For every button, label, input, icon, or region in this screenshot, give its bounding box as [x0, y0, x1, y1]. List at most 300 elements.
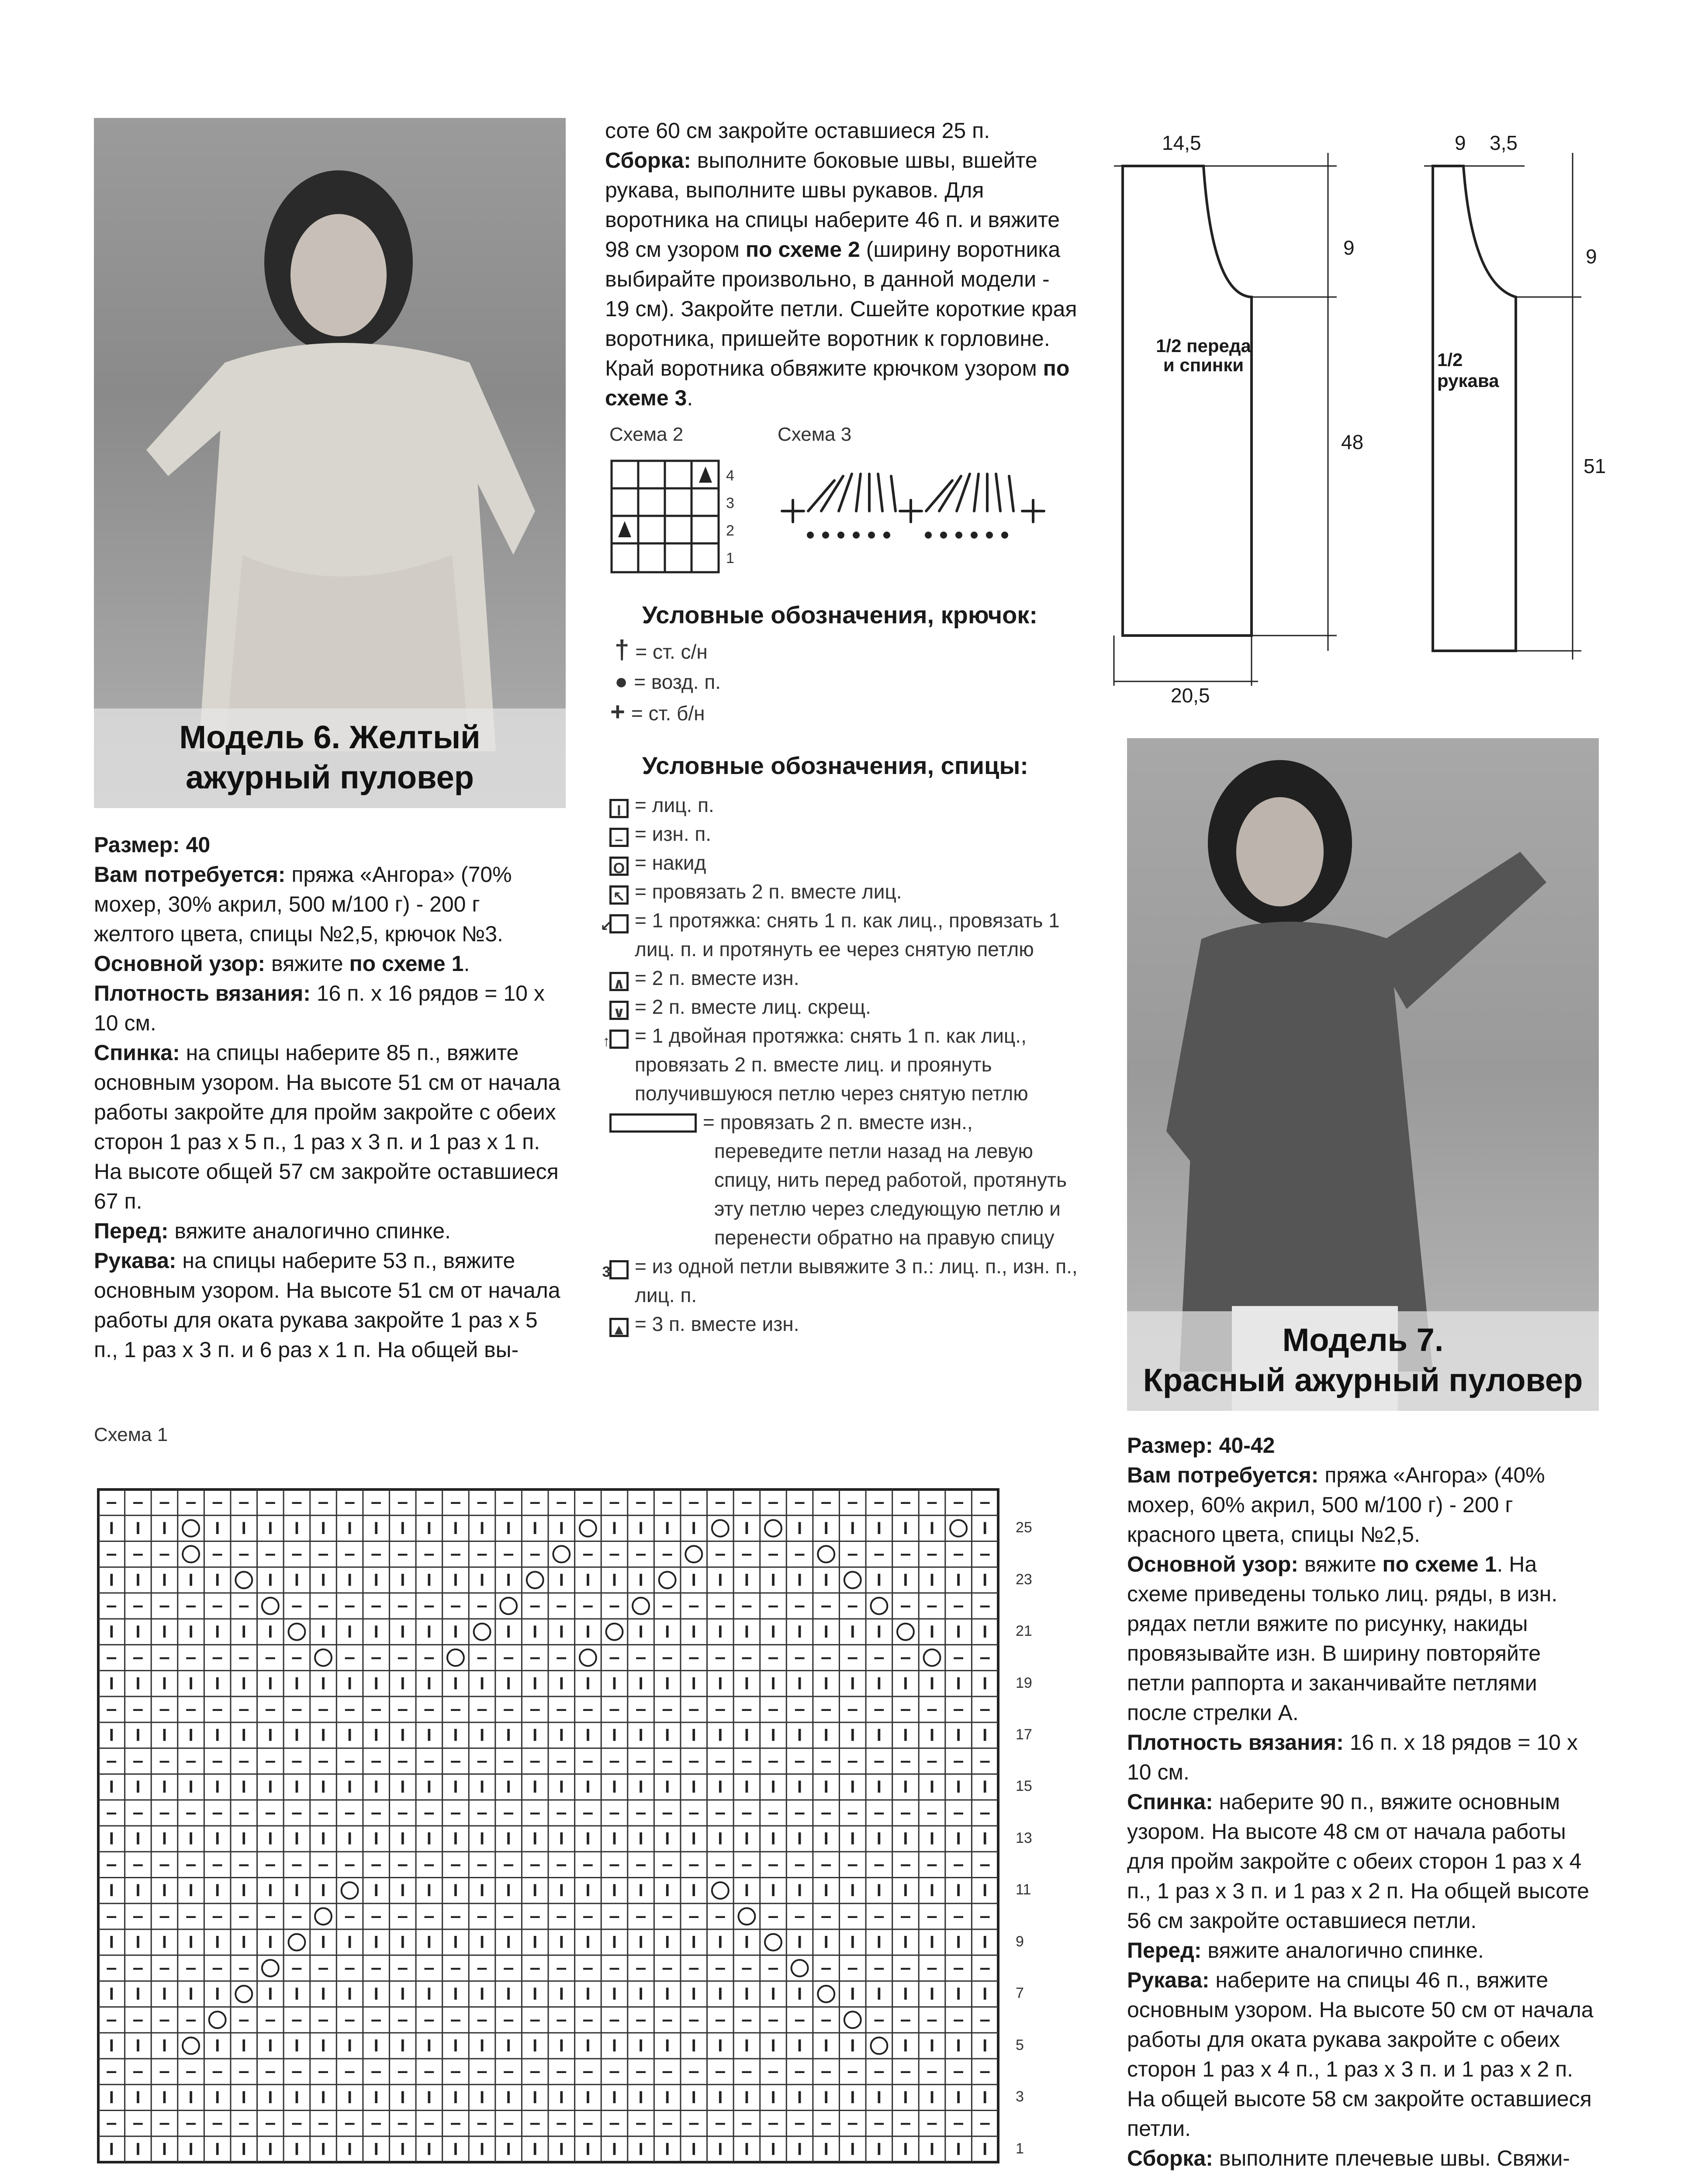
- scheme1-cell: –: [529, 2112, 540, 2134]
- scheme1-cell: –: [344, 1853, 355, 1875]
- scheme1-cell: –: [609, 1543, 620, 1565]
- scheme1-cell: –: [953, 2112, 964, 2134]
- scheme1-cell: –: [900, 1646, 911, 1668]
- scheme1-cell: I: [241, 1725, 246, 1745]
- scheme1-cell: –: [820, 2112, 832, 2134]
- scheme1-cell: –: [397, 1956, 408, 1978]
- scheme1-cell: I: [294, 1829, 299, 1849]
- scheme1-row-number: 13: [1016, 1829, 1032, 1846]
- legend-knit-item: – = изн. п.: [609, 819, 1081, 848]
- dim-sleeve-top1: 9: [1455, 131, 1466, 154]
- scheme1-cell: –: [159, 1594, 170, 1616]
- scheme1-cell: –: [768, 2008, 779, 2030]
- scheme1-cell: I: [744, 1829, 749, 1849]
- scheme1-yarn-over: [818, 1986, 834, 2002]
- scheme1-yarn-over: [950, 1520, 967, 1537]
- scheme1-yarn-over: [685, 1546, 702, 1562]
- scheme1-cell: –: [291, 2112, 302, 2134]
- model6-size: Размер: 40: [94, 833, 211, 857]
- scheme1-cell: I: [400, 1984, 405, 2004]
- scheme1-cell: –: [291, 1646, 302, 1668]
- scheme1-cell: I: [559, 1984, 564, 2004]
- scheme1-cell: –: [927, 2060, 937, 2082]
- scheme1-cell: I: [956, 1932, 961, 1952]
- scheme1-cell: –: [450, 1543, 461, 1565]
- scheme1-cell: –: [106, 1698, 117, 1720]
- scheme1-yarn-over: [553, 1546, 570, 1562]
- scheme1-cell: –: [212, 1956, 223, 1978]
- scheme1-cell: I: [241, 1674, 246, 1693]
- scheme1-cell: I: [612, 1725, 617, 1745]
- scheme1-cell: –: [768, 1491, 779, 1513]
- scheme1-cell: –: [847, 1905, 858, 1927]
- scheme1-cell: I: [638, 1829, 643, 1849]
- scheme1-cell: I: [400, 1674, 405, 1693]
- scheme1-cell: –: [768, 1801, 779, 1823]
- scheme1-cell: I: [188, 1829, 194, 1849]
- scheme1-cell: –: [503, 1543, 514, 1565]
- scheme1-cell: –: [106, 1491, 117, 1513]
- scheme1-cell: –: [556, 1905, 567, 1927]
- scheme1-cell: I: [559, 1829, 564, 1849]
- scheme1-cell: I: [135, 1932, 141, 1952]
- scheme1-cell: –: [794, 1594, 805, 1616]
- scheme1-cell: –: [529, 2008, 540, 2030]
- scheme1-cell: I: [268, 1518, 273, 1538]
- scheme1-cell: I: [294, 1518, 299, 1538]
- scheme1-cell: I: [850, 1674, 855, 1693]
- scheme1-row-number: 5: [1016, 2036, 1024, 2053]
- scheme1-yarn-over: [580, 1520, 596, 1537]
- scheme1-cell: –: [794, 1698, 805, 1720]
- scheme1-cell: –: [450, 2112, 461, 2134]
- scheme1-cell: –: [318, 1853, 329, 1875]
- scheme1-cell: I: [426, 2087, 432, 2107]
- scheme1-cell: –: [662, 1491, 673, 1513]
- scheme1-cell: I: [347, 1725, 353, 1745]
- scheme1-cell: –: [847, 1749, 858, 1771]
- scheme1-cell: I: [506, 1622, 511, 1641]
- scheme1-cell: –: [953, 1543, 964, 1565]
- scheme1-cell: –: [424, 2112, 435, 2134]
- scheme1-cell: –: [397, 2112, 408, 2134]
- scheme1-cell: –: [874, 1801, 885, 1823]
- scheme1-cell: I: [479, 1518, 485, 1538]
- scheme1-cell: –: [662, 1543, 673, 1565]
- scheme1-yarn-over: [659, 1572, 676, 1588]
- scheme1-cell: –: [979, 1543, 990, 1565]
- scheme1-cell: –: [900, 1956, 911, 1978]
- scheme1-cell: I: [771, 1881, 776, 1901]
- scheme1-cell: –: [450, 1801, 461, 1823]
- scheme1-yarn-over: [183, 1520, 199, 1537]
- scheme1-cell: I: [929, 1777, 935, 1797]
- scheme1-cell: I: [956, 1881, 961, 1901]
- scheme1-cell: I: [241, 2036, 246, 2056]
- scheme1-cell: –: [106, 1905, 117, 1927]
- scheme1-cell: I: [162, 2036, 167, 2056]
- scheme1-cell: I: [585, 1777, 591, 1797]
- scheme1-cell: –: [397, 1543, 408, 1565]
- scheme1-cell: I: [426, 1725, 432, 1745]
- scheme1-cell: I: [823, 1725, 829, 1745]
- scheme1-cell: –: [874, 1646, 885, 1668]
- scheme1-cell: I: [718, 1622, 723, 1641]
- scheme1-cell: I: [559, 1725, 564, 1745]
- scheme1-cell: I: [321, 1777, 326, 1797]
- scheme1-cell: –: [238, 1956, 249, 1978]
- scheme1-cell: –: [609, 1801, 620, 1823]
- scheme1-cell: I: [453, 1622, 458, 1641]
- scheme1-cell: –: [874, 2008, 885, 2030]
- scheme1-cell: –: [847, 1801, 858, 1823]
- scheme1-cell: –: [635, 2112, 647, 2134]
- scheme1-cell: –: [238, 1543, 249, 1565]
- legend-knit-item: ↖ = провязать 2 п. вместе лиц.: [609, 877, 1081, 906]
- scheme1-cell: I: [665, 1777, 670, 1797]
- scheme1-cell: I: [771, 1829, 776, 1849]
- scheme1-cell: –: [344, 1646, 355, 1668]
- scheme1-cell: I: [373, 1518, 379, 1538]
- scheme1-cell: –: [556, 1853, 567, 1875]
- scheme1-cell: –: [424, 1801, 435, 1823]
- scheme1-cell: I: [241, 1932, 246, 1952]
- scheme1-cell: –: [450, 1594, 461, 1616]
- scheme1-cell: I: [188, 2087, 194, 2107]
- scheme1-cell: –: [291, 1801, 302, 1823]
- scheme1-cell: –: [185, 2112, 197, 2134]
- scheme1-cell: I: [744, 1881, 749, 1901]
- scheme1-cell: I: [744, 2087, 749, 2107]
- scheme1-cell: –: [688, 1905, 699, 1927]
- scheme1-cell: I: [876, 1570, 882, 1590]
- scheme1-cell: I: [453, 1674, 458, 1693]
- scheme1-cell: –: [291, 1905, 302, 1927]
- scheme1-cell: I: [347, 1829, 353, 1849]
- scheme1-cell: –: [715, 2060, 726, 2082]
- scheme1-cell: I: [533, 2139, 538, 2159]
- scheme1-cell: I: [426, 1829, 432, 1849]
- scheme1-cell: I: [956, 1725, 961, 1745]
- scheme1-cell: I: [823, 1881, 829, 1901]
- scheme1-cell: –: [609, 1905, 620, 1927]
- scheme1-cell: –: [397, 2008, 408, 2030]
- scheme1-cell: I: [506, 1829, 511, 1849]
- scheme1-cell: I: [135, 1518, 141, 1538]
- scheme1-cell: –: [424, 1543, 435, 1565]
- scheme1-yarn-over: [288, 1624, 305, 1640]
- scheme1-yarn-over: [818, 1546, 834, 1562]
- scheme1-cell: –: [794, 2112, 805, 2134]
- scheme1-cell: I: [109, 1881, 114, 1901]
- scheme1-cell: I: [373, 1622, 379, 1641]
- scheme1-cell: –: [927, 1594, 937, 1616]
- scheme1-cell: I: [400, 2139, 405, 2159]
- legend-crochet-title: Условные обозначения, крючок:: [642, 601, 1037, 629]
- scheme1-cell: I: [612, 1829, 617, 1849]
- scheme1-cell: –: [450, 1698, 461, 1720]
- scheme1-cell: –: [424, 1853, 435, 1875]
- scheme1-cell: –: [635, 1749, 647, 1771]
- scheme1-cell: –: [477, 2112, 488, 2134]
- legend-crochet-1: † = ст. с/н: [615, 635, 708, 664]
- scheme1-cell: –: [159, 1853, 170, 1875]
- scheme1-cell: –: [529, 1749, 540, 1771]
- scheme1-cell: I: [135, 1829, 141, 1849]
- scheme1-cell: I: [823, 1932, 829, 1952]
- scheme1-cell: I: [559, 2087, 564, 2107]
- scheme1-cell: –: [794, 2008, 805, 2030]
- scheme1-cell: –: [768, 1905, 779, 1927]
- scheme1-yarn-over: [235, 1572, 252, 1588]
- scheme1-cell: I: [188, 1984, 194, 2004]
- scheme1-cell: –: [238, 1749, 249, 1771]
- scheme1-cell: –: [503, 1698, 514, 1720]
- scheme1-cell: –: [318, 1594, 329, 1616]
- scheme1-cell: I: [109, 2139, 114, 2159]
- scheme1-cell: –: [768, 1646, 779, 1668]
- scheme1-cell: I: [453, 2036, 458, 2056]
- scheme1-cell: –: [715, 1646, 726, 1668]
- scheme1-cell: I: [162, 1984, 167, 2004]
- scheme1-cell: –: [635, 2060, 647, 2082]
- dim-sleeve-right-top: 9: [1586, 245, 1597, 268]
- scheme1-cell: –: [159, 1491, 170, 1513]
- scheme1-cell: –: [424, 1956, 435, 1978]
- scheme1-cell: –: [318, 1956, 329, 1978]
- scheme1-cell: –: [265, 2008, 276, 2030]
- scheme1-cell: I: [691, 1777, 696, 1797]
- scheme1-cell: I: [321, 1518, 326, 1538]
- scheme1-cell: –: [927, 1801, 937, 1823]
- scheme1-cell: –: [106, 1543, 117, 1565]
- scheme1-cell: I: [585, 1829, 591, 1849]
- scheme1-cell: I: [612, 2087, 617, 2107]
- scheme1-cell: –: [662, 1698, 673, 1720]
- scheme1-cell: I: [162, 1881, 167, 1901]
- scheme1-cell: –: [344, 1698, 355, 1720]
- model7-photo-art: [1127, 738, 1599, 1411]
- scheme1-cell: I: [135, 1622, 141, 1641]
- scheme1-cell: –: [185, 1749, 197, 1771]
- scheme1-cell: I: [479, 1829, 485, 1849]
- scheme1-cell: I: [850, 1725, 855, 1745]
- scheme1-cell: –: [874, 1749, 885, 1771]
- scheme1-cell: –: [820, 1491, 832, 1513]
- scheme1-cell: I: [215, 1674, 220, 1693]
- scheme1-row-number: 25: [1016, 1519, 1032, 1536]
- scheme1-cell: I: [665, 1984, 670, 2004]
- scheme1-cell: –: [344, 2112, 355, 2134]
- scheme1-cell: –: [635, 1905, 647, 1927]
- scheme1-cell: –: [847, 1543, 858, 1565]
- scheme1-cell: –: [874, 1853, 885, 1875]
- scheme1-cell: I: [956, 2087, 961, 2107]
- scheme1-cell: I: [665, 1829, 670, 1849]
- scheme1-cell: –: [768, 2112, 779, 2134]
- scheme1-cell: I: [294, 1777, 299, 1797]
- scheme1-cell: –: [715, 1594, 726, 1616]
- scheme1-cell: –: [132, 1956, 144, 1978]
- scheme1-cell: I: [135, 1881, 141, 1901]
- scheme1-cell: I: [268, 1881, 273, 1901]
- scheme1-cell: –: [741, 1698, 752, 1720]
- scheme1-cell: I: [956, 1674, 961, 1693]
- scheme1-cell: –: [847, 2060, 858, 2082]
- scheme1-cell: –: [847, 1698, 858, 1720]
- scheme1-cell: I: [744, 1932, 749, 1952]
- scheme1-cell: I: [691, 1881, 696, 1901]
- model6-photo-art: [94, 118, 566, 808]
- scheme1-cell: –: [820, 1698, 832, 1720]
- scheme1-cell: I: [585, 1932, 591, 1952]
- scheme1-cell: –: [927, 1905, 937, 1927]
- scheme1-row-number: 3: [1016, 2088, 1024, 2105]
- model6-photo: [94, 118, 566, 808]
- scheme1-cell: –: [132, 1905, 144, 1927]
- scheme1-yarn-over: [765, 1520, 781, 1537]
- scheme1-cell: –: [132, 1801, 144, 1823]
- scheme1-cell: –: [635, 1543, 647, 1565]
- scheme1-cell: –: [927, 1749, 937, 1771]
- scheme1-cell: I: [718, 2036, 723, 2056]
- scheme1-cell: I: [797, 1570, 802, 1590]
- scheme1-cell: –: [609, 1698, 620, 1720]
- scheme1-cell: I: [585, 1725, 591, 1745]
- scheme1-cell: I: [744, 1777, 749, 1797]
- scheme1-cell: –: [238, 1646, 249, 1668]
- scheme1-cell: I: [373, 2087, 379, 2107]
- scheme1-cell: –: [847, 1956, 858, 1978]
- scheme1-cell: I: [215, 2087, 220, 2107]
- legend-crochet-3: + = ст. б/н: [610, 698, 705, 726]
- legend-crochet-2: ● = возд. п.: [615, 669, 721, 694]
- scheme1-cell: I: [771, 2036, 776, 2056]
- scheme1-cell: I: [797, 2036, 802, 2056]
- scheme1-cell: I: [241, 1829, 246, 1849]
- scheme1-yarn-over: [500, 1598, 517, 1614]
- scheme1-cell: I: [294, 1881, 299, 1901]
- scheme1-cell: I: [559, 1674, 564, 1693]
- scheme1-cell: I: [135, 1725, 141, 1745]
- scheme1-cell: I: [876, 1622, 882, 1641]
- scheme1-cell: I: [956, 1984, 961, 2004]
- scheme1-cell: I: [876, 2139, 882, 2159]
- legend-knit-item: I = лиц. п.: [609, 791, 1081, 819]
- legend-knit-item: O = накид: [609, 848, 1081, 877]
- scheme1-cell: –: [820, 2008, 832, 2030]
- scheme1-cell: I: [956, 2139, 961, 2159]
- scheme1-cell: –: [582, 2008, 594, 2030]
- scheme1-cell: I: [929, 1881, 935, 1901]
- scheme1-yarn-over: [262, 1960, 279, 1977]
- scheme1-cell: –: [450, 1956, 461, 1978]
- scheme1-cell: I: [744, 1570, 749, 1590]
- scheme1-cell: –: [318, 2008, 329, 2030]
- scheme1-cell: I: [162, 1829, 167, 1849]
- scheme1-cell: –: [185, 2008, 197, 2030]
- scheme1-cell: I: [982, 1570, 988, 1590]
- scheme1-cell: –: [291, 1698, 302, 1720]
- scheme1-cell: –: [609, 2008, 620, 2030]
- scheme1-cell: –: [185, 1905, 197, 1927]
- col2-text: соте 60 см закройте оставшиеся 25 п. Сборка: выполните боковые швы, вшейте рукава, выполните швы рукавов. Для воротника на спицы наберите 46 п. и вяжите 98 см узором по схеме 2 (ширину воротника выбирайте произвольно, в данной модели - 19 см). Закройте петли. Сшейте короткие края воротника, пришейте воротник к горловине. Край воротника обвяжите крючком узором по схеме 3.: [605, 118, 1077, 410]
- scheme1-cell: I: [982, 2087, 988, 2107]
- scheme1-cell: I: [215, 1518, 220, 1538]
- scheme1-cell: –: [529, 1698, 540, 1720]
- scheme1-cell: I: [797, 2087, 802, 2107]
- scheme1-cell: –: [212, 1491, 223, 1513]
- scheme1-cell: I: [850, 1984, 855, 2004]
- scheme1-cell: –: [238, 1853, 249, 1875]
- scheme1-cell: –: [265, 1801, 276, 1823]
- scheme1-cell: I: [823, 1829, 829, 1849]
- scheme1-cell: I: [903, 1881, 908, 1901]
- model7-size: Размер: 40-42: [1127, 1433, 1275, 1458]
- scheme1-cell: –: [820, 1749, 832, 1771]
- scheme1-cell: I: [135, 1570, 141, 1590]
- scheme1-cell: –: [662, 1905, 673, 1927]
- scheme1-cell: –: [238, 2008, 249, 2030]
- scheme1-cell: –: [318, 2060, 329, 2082]
- scheme1-cell: –: [556, 1749, 567, 1771]
- scheme1-cell: –: [874, 1543, 885, 1565]
- scheme1-cell: –: [344, 1905, 355, 1927]
- scheme1-cell: –: [953, 2008, 964, 2030]
- scheme1-cell: I: [612, 1881, 617, 1901]
- scheme1-cell: –: [662, 2112, 673, 2134]
- scheme1-cell: –: [503, 1749, 514, 1771]
- scheme1-cell: I: [612, 1674, 617, 1693]
- scheme1-cell: I: [903, 1932, 908, 1952]
- scheme1-cell: –: [715, 2112, 726, 2134]
- scheme1-cell: I: [294, 2036, 299, 2056]
- scheme3-chart: [778, 463, 1048, 550]
- scheme1-cell: I: [797, 1518, 802, 1538]
- scheme1-cell: –: [132, 1491, 144, 1513]
- scheme1-cell: –: [370, 1956, 382, 1978]
- scheme1-cell: I: [903, 2036, 908, 2056]
- scheme1-cell: –: [185, 1956, 197, 1978]
- scheme1-cell: –: [820, 1853, 832, 1875]
- scheme1-cell: I: [665, 1725, 670, 1745]
- scheme1-cell: I: [559, 1881, 564, 1901]
- scheme1-cell: I: [241, 1777, 246, 1797]
- scheme1-cell: I: [162, 2087, 167, 2107]
- scheme1-cell: I: [982, 1777, 988, 1797]
- scheme1-cell: I: [850, 1881, 855, 1901]
- scheme1-cell: –: [688, 1749, 699, 1771]
- scheme1-cell: –: [238, 1594, 249, 1616]
- body-piece-label: 1/2 переда и спинки: [1156, 335, 1251, 375]
- scheme1-cell: I: [162, 1622, 167, 1641]
- scheme1-cell: I: [479, 1984, 485, 2004]
- scheme1-cell: –: [715, 1749, 726, 1771]
- scheme1-cell: –: [688, 2112, 699, 2134]
- scheme1-cell: I: [453, 1829, 458, 1849]
- scheme1-cell: –: [927, 1853, 937, 1875]
- scheme1-cell: I: [903, 1829, 908, 1849]
- scheme1-row-number: 19: [1016, 1674, 1032, 1691]
- scheme1-cell: –: [874, 2060, 885, 2082]
- scheme1-cell: –: [953, 1905, 964, 1927]
- scheme1-cell: I: [585, 1984, 591, 2004]
- scheme1-cell: –: [609, 1594, 620, 1616]
- scheme1-cell: –: [768, 1956, 779, 1978]
- scheme1-cell: –: [370, 1853, 382, 1875]
- scheme1-cell: I: [585, 1674, 591, 1693]
- scheme1-yarn-over: [580, 1649, 596, 1666]
